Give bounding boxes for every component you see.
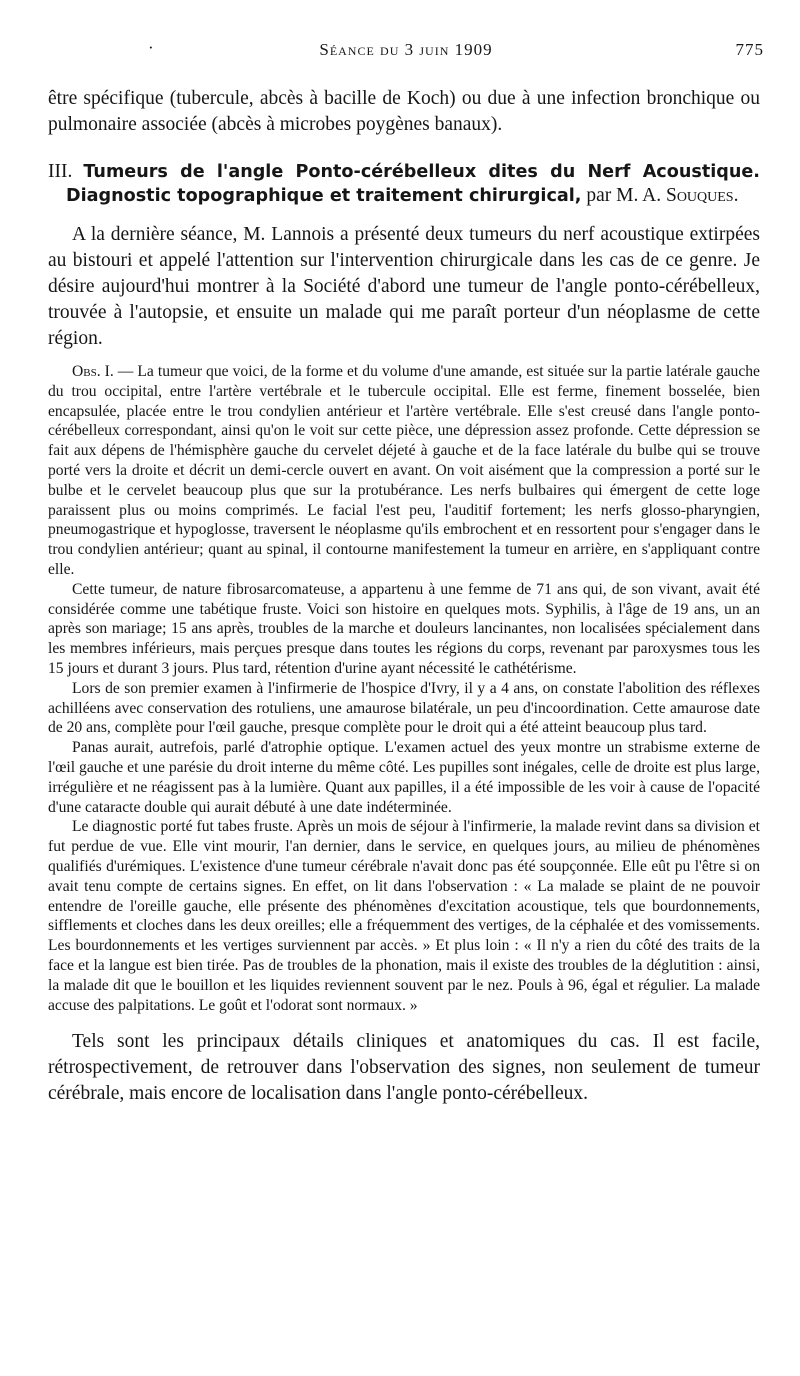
page-number: 775 bbox=[735, 40, 764, 59]
observation-paragraph-5: Le diagnostic porté fut tabes fruste. Après un mois de séjour à l'infirmerie, la malade revint dans sa division et fut perdue de vue. Elle vint mourir, l'an dernier, dans le service, en quelques jours, au milieu de phénomènes qualifiés d'urémiques. L'existence d'une tumeur cérébrale n'avait donc pas été soupçonnée. Elle eût pu l'être si on avait tenu compte de certains signes. En effet, on lit dans l'observation : « La malade se plaint de ne pouvoir entendre de l'oreille gauche, elle présente des phénomènes d'excitation acoustique, tels que bourdonnements, sifflements et cloches dans les deux oreilles; elle a fréquemment des vertiges, de la céphalée et des vomissements. Les bourdonnements et les vertiges surviennent par accès. » Et plus loin : « Il n'y a rien du côté des traits de la face et la langue est bien tirée. Pas de troubles de la phonation, mais il existe des troubles de la déglutition : ainsi, la malade dit que le bouillon et les liquides reviennent souvent par le nez. Pouls à 96, égal et régulier. La malade accuse des palpitations. Le goût et l'odorat sont normaux. » bbox=[48, 818, 760, 1014]
running-header bbox=[48, 40, 764, 68]
author-prefix: par M. A. bbox=[586, 185, 662, 206]
observation-paragraph-1 bbox=[48, 362, 760, 580]
section-title: Tumeurs de l'angle Ponto-cérébelleux dites du Nerf Acoustique. Diagnostic topographique et traitement chirurgical, bbox=[66, 162, 760, 206]
section-heading bbox=[48, 160, 760, 208]
observation-text-1: — La tumeur que voici, de la forme et du volume d'une amande, est située sur la partie latérale gauche du trou occipital, entre l'artère vertébrale et le tubercule occipital. Elle est ferme, finement bosselée, bien encapsulée, placée entre le trou condylien antérieur et l'artère vertébrale. Elle s'est creusé dans l'angle ponto-cérébelleux correspondant, ainsi qu'on le voit sur cette pièce, une dépression assez profonde. Cette dépression se fait aux dépens de l'hémisphère gauche du cervelet déjeté à gauche et de la face latérale du bulbe qui se trouve porté vers la droite et décrit un demi-cercle ouvert en avant. On voit aisément que la compression a porté sur le bulbe et le cervelet beaucoup plus que sur la protubérance. Les nerfs bulbaires qui émergent de cette loge paraissent plus ou moins comprimés. Le facial l'est peu, l'auditif fortement; les nerfs glosso-pharyngien, pneumogastrique et hypoglosse, traversent le néoplasme qu'ils embrochent et en ressortent pour s'engager dans le trou condylien antérieur; quant au spinal, il contourne manifestement la tumeur en arrière, en s'appliquant contre elle. bbox=[48, 363, 760, 578]
observation-paragraph-2: Cette tumeur, de nature fibrosarcomateuse, a appartenu à une femme de 71 ans qui, de son vivant, avait été considérée comme une tabétique fruste. Voici son histoire en quelques mots. Syphilis, à l'âge de 19 ans, un an après son mariage; 15 ans après, troubles de la marche et douleurs lancinantes, non localisées spécialement dans les membres inférieurs, mais perçues presque dans toutes les régions du corps, revenant par paroxysmes tous les 15 jours et durant 3 jours. Plus tard, rétention d'urine ayant nécessité le cathétérisme. bbox=[48, 580, 760, 677]
paragraph-continuation: être spécifique (tubercule, abcès à bacille de Koch) ou due à une infection bronchique ou pulmonaire associée (abcès à microbes poygènes banaux). bbox=[48, 88, 760, 135]
observation-paragraph-3: Lors de son premier examen à l'infirmerie de l'hospice d'Ivry, il y a 4 ans, on constate l'abolition des réflexes achilléens avec conservation des rotuliens, une amaurose bilatérale, un peu d'incoordination. Cette amaurose date de 20 ans, complète pour l'œil gauche, presque complète pour le droit qui a été atteint beaucoup plus tard. bbox=[48, 679, 760, 737]
running-title: Séance du 3 juin 1909 bbox=[319, 40, 493, 59]
intro-paragraph: A la dernière séance, M. Lannois a présenté deux tumeurs du nerf acoustique extirpées au bistouri et appelé l'attention sur l'intervention chirurgicale dans les cas de ce genre. Je désire aujourd'hui montrer à la Société d'abord une tumeur de l'angle ponto-cérébelleux, trouvée à l'autopsie, et ensuite un malade qui me paraît porteur d'un néoplasme de cette région. bbox=[48, 224, 760, 349]
section-number: III. bbox=[48, 161, 73, 182]
section-author: Souques. bbox=[665, 185, 739, 206]
observation-label: Obs. I. bbox=[72, 363, 114, 380]
observation-paragraph-4: Panas aurait, autrefois, parlé d'atrophie optique. L'examen actuel des yeux montre un strabisme externe de l'œil gauche et une parésie du droit interne du même côté. Les pupilles sont inégales, celle de droite est plus large, irrégulière et ne réagissent pas à la lumière. Quant aux papilles, il a été impossible de les voir à cause de l'opacité d'une cataracte double qui aurait débuté à une date indéterminée. bbox=[48, 739, 760, 816]
ink-dot: · bbox=[148, 38, 155, 57]
page-body bbox=[48, 86, 760, 1107]
conclusion-paragraph: Tels sont les principaux détails cliniques et anatomiques du cas. Il est facile, rétrospectivement, de retrouver dans l'observation des signes, non seulement de tumeur cérébrale, mais encore de localisation dans l'angle ponto-cérébelleux. bbox=[48, 1031, 760, 1105]
